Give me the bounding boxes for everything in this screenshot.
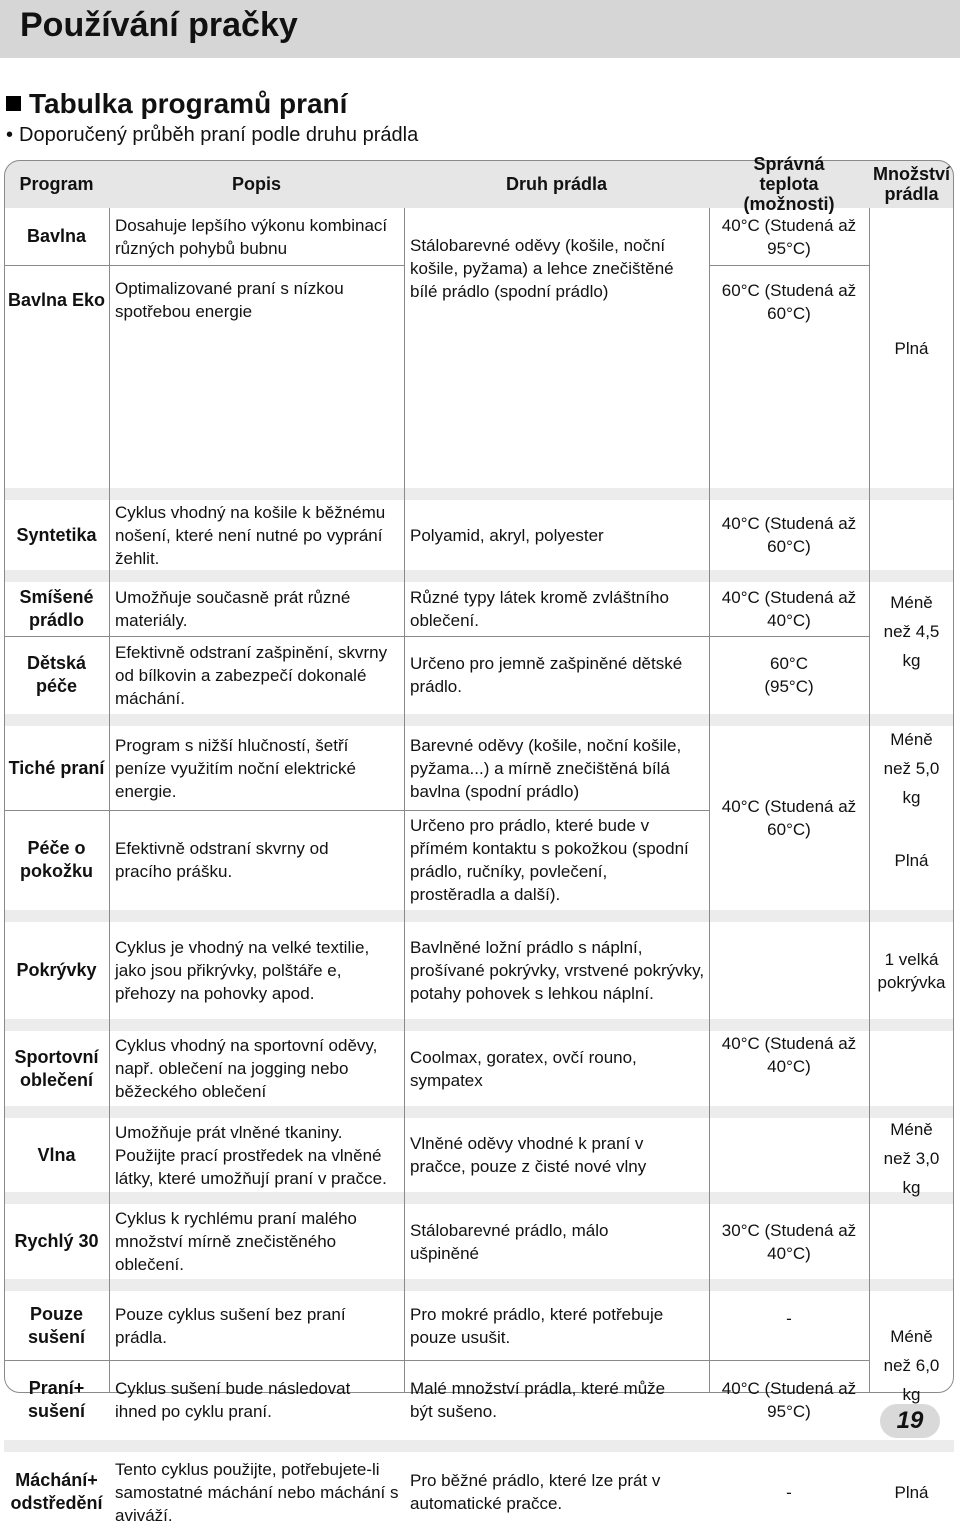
program-name: Péče o pokožku [19, 838, 93, 881]
program-description: Umožňuje současně prát různé materiály. [115, 588, 351, 630]
program-description: Program s nižší hlučností, šetří peníze využitím noční elektrické energie. [115, 735, 356, 801]
load-amount: Méně než 6,0 kg [883, 1327, 940, 1404]
program-name: Tiché praní [8, 757, 105, 778]
program-name: Rychlý 30 [14, 1231, 99, 1251]
load-amount: 1 velká pokrývka [877, 949, 946, 992]
temperature: - [786, 1309, 792, 1328]
laundry-type: Bavlněné ložní prádlo s náplní, prošívané pokrývky, vrstvené pokrývky, potahy pohovek s lehkou náplní. [410, 938, 705, 1003]
program-name: Smíšené prádlo [19, 587, 94, 630]
temperature: 40°C (Studená až 95°C) [721, 215, 857, 258]
header-teplota: Správná teplota (možnosti) [743, 154, 835, 214]
section-title: Tabulka programů praní [6, 88, 347, 120]
temperature: 40°C (Studená až 95°C) [721, 1379, 857, 1421]
program-description: Cyklus vhodný na košile k běžnému nošení, které není nutné po vyprání žehlit. [115, 502, 386, 568]
laundry-type: Barevné oděvy (košile, noční košile, pyžama...) a mírně znečištěná bílá bavlna (spodní prádlo) [410, 735, 682, 801]
temperature: 60°C (95°C) [764, 654, 814, 696]
temperature: - [786, 1482, 792, 1502]
page-title: Používání pračky [20, 6, 298, 44]
laundry-type: Malé množství prádla, které může být sušeno. [410, 1379, 666, 1421]
temperature: 30°C (Studená až 40°C) [721, 1220, 857, 1263]
laundry-type: Určeno pro jemně zašpiněné dětské prádlo. [410, 654, 683, 696]
laundry-type: Pro běžné prádlo, které lze prát v automatické pračce. [410, 1471, 661, 1513]
program-description: Cyklus k rychlému praní malého množství mírně znečistěného oblečení. [115, 1209, 357, 1274]
laundry-type: Polyamid, akryl, polyester [410, 525, 604, 545]
header-popis: Popis [231, 174, 281, 194]
program-description: Umožňuje prát vlněné tkaniny. Použijte prací prostředek na vlněné látky, které umožňují praní v pračce. [115, 1122, 387, 1188]
program-description: Cyklus sušení bude následovat ihned po cyklu praní. [115, 1379, 351, 1421]
program-name: Bavlna [26, 226, 87, 246]
program-description: Optimalizované praní s nízkou spotřebou energie [115, 279, 344, 321]
load-amount: Méně než 4,5 kg [883, 593, 940, 670]
page-number: 19 [896, 1407, 924, 1434]
page-title-bar [0, 0, 960, 58]
header-program: Program [19, 174, 94, 194]
temperature: 40°C (Studená až 60°C) [721, 514, 857, 556]
program-description: Pouze cyklus sušení bez praní prádla. [115, 1304, 346, 1347]
page-number-badge [880, 1404, 940, 1438]
load-amount: Plná [894, 1482, 929, 1502]
load-amount: Méně než 5,0 kg [883, 729, 940, 807]
laundry-type: Stálobarevné oděvy (košile, noční košile, pyžama) a lehce znečištěné bílé prádlo (spodní prádlo) [410, 236, 674, 301]
laundry-type: Určeno pro prádlo, které bude v přímém kontaktu s pokožkou (spodní prádlo, ručníky, povlečení, prostěradla a další). [410, 816, 689, 904]
laundry-type: Různé typy látek kromě zvláštního oblečení. [410, 588, 669, 630]
row-separator [4, 1440, 954, 1452]
laundry-type: Coolmax, goratex, ovčí rouno, sympatex [410, 1047, 637, 1090]
temperature: 40°C (Studená až 60°C) [721, 797, 857, 839]
temperature: 40°C (Studená až 40°C) [721, 1034, 857, 1076]
bullet-icon: • [6, 124, 14, 146]
program-name: Bavlna Eko [7, 290, 106, 310]
header-druh: Druh prádla [505, 174, 607, 194]
program-name: Praní+ sušení [27, 1378, 86, 1421]
program-description: Dosahuje lepšího výkonu kombinací různých pohybů bubnu [115, 215, 388, 258]
program-description: Tento cyklus použijte, potřebujete-li samostatné máchání nebo máchání s aviváží. [115, 1459, 399, 1525]
temperature: 40°C (Studená až 40°C) [721, 588, 857, 630]
laundry-type: Stálobarevné prádlo, málo ušpiněné [410, 1220, 609, 1263]
program-description: Cyklus vhodný na sportovní oděvy, např. oblečení na jogging nebo běžeckého oblečení [115, 1036, 378, 1101]
program-name: Sportovní oblečení [14, 1046, 99, 1090]
section-subtitle: • Doporučený průběh praní podle druhu prádla [6, 124, 419, 146]
laundry-type: Vlněné oděvy vhodné k praní v pračce, pouze z čisté nové vlny [410, 1134, 647, 1176]
program-description: Efektivně odstraní skvrny od pracího prášku. [115, 839, 329, 881]
square-bullet-icon [6, 96, 21, 111]
laundry-type: Pro mokré prádlo, které potřebuje pouze usušit. [410, 1304, 664, 1347]
load-amount: Plná [894, 338, 929, 358]
program-name: Syntetika [16, 524, 97, 545]
program-description: Efektivně odstraní zašpinění, skvrny od bílkovin a zabezpečí dokonalé máchání. [115, 642, 388, 708]
load-amount: Plná [894, 850, 929, 870]
temperature: 60°C (Studená až 60°C) [721, 281, 857, 323]
program-description: Cyklus je vhodný na velké textilie, jako jsou přikrývky, polštáře e, přehozy na pohovky apod. [115, 938, 370, 1003]
program-name: Dětská péče [26, 653, 87, 696]
program-name: Pokrývky [16, 960, 97, 980]
program-name: Máchání+ odstředění [10, 1470, 103, 1513]
program-name: Vlna [37, 1144, 76, 1165]
header-mnozstvi: Množství prádla [873, 164, 951, 204]
program-name: Pouze sušení [27, 1303, 86, 1347]
load-amount: Méně než 3,0 kg [883, 1120, 940, 1197]
